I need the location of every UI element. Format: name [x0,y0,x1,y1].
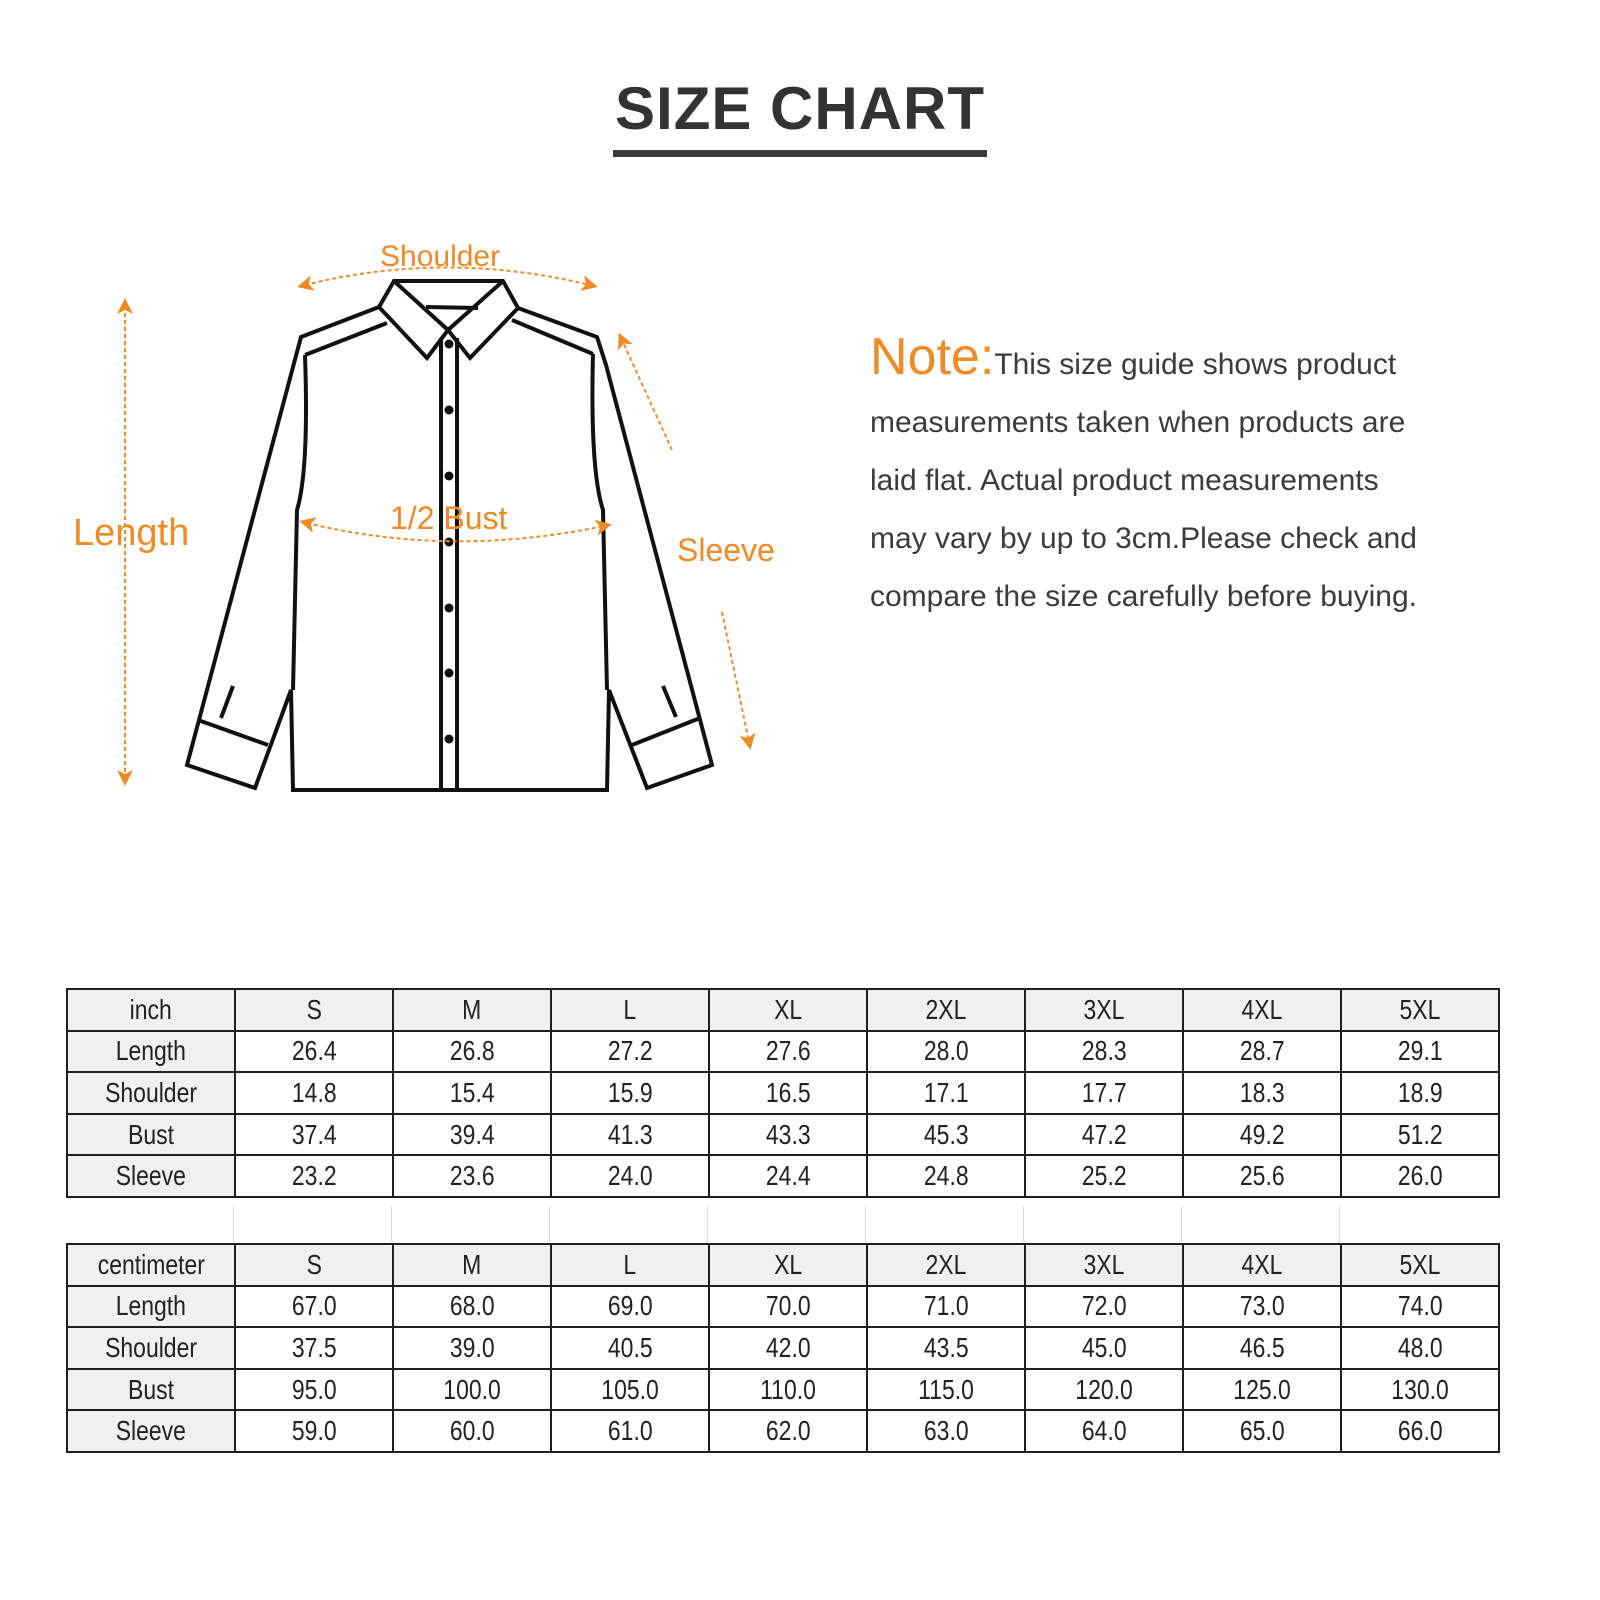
measurement-value-cell-text: 17.7 [1081,1076,1127,1108]
measurement-value-cell-text: 24.0 [607,1160,653,1192]
measurement-value-cell [1341,1072,1499,1114]
measurement-value-cell-text: 130.0 [1391,1373,1449,1405]
measurement-value-cell-text: 65.0 [1239,1415,1285,1447]
measurement-value-cell [867,1072,1025,1114]
measurement-value-cell [235,1286,393,1328]
shoulder-label: Shoulder [380,240,501,273]
measurement-value-cell [393,1327,551,1369]
measurement-value-cell [867,1031,1025,1073]
measurement-label-cell-text: Length [115,1290,187,1322]
measurement-value-cell [235,1155,393,1197]
measurement-value-cell [393,1031,551,1073]
measurement-value-cell [867,1286,1025,1328]
measurement-value-cell-text: 71.0 [923,1290,969,1322]
measurement-value-cell-text: 63.0 [923,1415,969,1447]
measurement-value-cell-text: 41.3 [607,1118,653,1150]
size-table-cm-body [67,1244,1499,1452]
measurement-value-cell [867,1155,1025,1197]
measurement-value-cell-text: 40.5 [607,1331,653,1363]
measurement-value-cell-text: 59.0 [291,1415,337,1447]
measurement-value-cell [1341,1369,1499,1411]
size-header-cell-text: 5XL [1399,993,1441,1025]
measurement-label-cell [67,1286,235,1328]
measurement-value-cell-text: 15.9 [607,1076,653,1108]
measurement-value-cell [235,1410,393,1452]
measurement-label-cell-text: Length [115,1035,187,1067]
measurement-value-cell [1183,1031,1341,1073]
measurement-label-cell [67,1155,235,1197]
size-header-cell-text: 2XL [925,1248,967,1280]
measurement-value-cell-text: 28.7 [1239,1035,1285,1067]
measurement-value-cell [235,1114,393,1156]
measurement-value-cell [551,1410,709,1452]
measurement-value-cell [1183,1410,1341,1452]
measurement-value-cell [1341,1286,1499,1328]
measurement-value-cell [1025,1410,1183,1452]
measurement-value-cell-text: 61.0 [607,1415,653,1447]
measurement-value-cell-text: 105.0 [601,1373,659,1405]
table-row [67,1327,1499,1369]
measurement-value-cell [551,1327,709,1369]
measurement-value-cell [235,1072,393,1114]
measurement-value-cell-text: 110.0 [760,1373,816,1405]
measurement-value-cell-text: 70.0 [765,1290,811,1322]
size-header-cell [1025,1244,1183,1286]
measurement-label-cell-text: Bust [128,1118,174,1150]
measurement-label-cell-text: Sleeve [115,1415,187,1447]
size-header-cell [867,989,1025,1031]
measurement-value-cell-text: 64.0 [1081,1415,1127,1447]
measurement-value-cell [551,1072,709,1114]
measurement-value-cell-text: 23.2 [291,1160,337,1192]
unit-header-cell-text: inch [129,993,173,1025]
measurement-value-cell-text: 67.0 [291,1290,337,1322]
measurement-value-cell-text: 73.0 [1239,1290,1285,1322]
note-text-1: This size guide shows product [994,348,1397,381]
measurement-value-cell-text: 25.6 [1239,1160,1285,1192]
measurement-value-cell [1183,1286,1341,1328]
bust-label: 1/2 Bust [390,500,508,536]
size-header-cell-text: L [623,1248,637,1280]
measurement-value-cell [1341,1410,1499,1452]
measurement-value-cell [235,1327,393,1369]
table-row [67,1410,1499,1452]
measurement-value-cell-text: 28.3 [1081,1035,1127,1067]
measurement-label-cell-text: Bust [128,1373,174,1405]
measurement-value-cell [709,1114,867,1156]
measurement-label-cell [67,1327,235,1369]
measurement-value-cell [551,1369,709,1411]
size-header-cell-text: S [306,993,322,1025]
measurement-value-cell [1025,1072,1183,1114]
measurement-value-cell-text: 45.0 [1081,1331,1127,1363]
size-header-cell [1183,989,1341,1031]
measurement-value-cell-text: 46.5 [1239,1331,1285,1363]
size-header-cell [551,989,709,1031]
measurement-value-cell-text: 24.4 [765,1160,811,1192]
note-block [870,328,1570,626]
shirt-diagram [0,0,820,840]
measurement-value-cell [1341,1031,1499,1073]
table-header-row [67,1244,1499,1286]
measurement-label-cell [67,1410,235,1452]
measurement-value-cell-text: 68.0 [449,1290,495,1322]
size-header-cell-text: 3XL [1083,993,1125,1025]
measurement-value-cell-text: 23.6 [449,1160,495,1192]
measurement-value-cell-text: 115.0 [918,1373,974,1405]
measurement-value-cell-text: 29.1 [1397,1035,1443,1067]
note-line-2: measurements taken when products are [870,406,1406,439]
size-header-cell-text: M [462,1248,482,1280]
measurement-label-cell-text: Sleeve [115,1160,187,1192]
measurement-label-cell [67,1072,235,1114]
size-header-cell [393,989,551,1031]
measurement-value-cell-text: 16.5 [765,1076,811,1108]
size-table-inch [66,988,1500,1198]
size-header-cell [551,1244,709,1286]
measurement-value-cell-text: 66.0 [1397,1415,1443,1447]
measurement-value-cell [867,1327,1025,1369]
unit-header-cell-text: centimeter [97,1248,205,1280]
shirt-illustration-icon [0,0,820,840]
measurement-value-cell [1025,1155,1183,1197]
table-header-row [67,989,1499,1031]
measurement-value-cell [235,1031,393,1073]
size-header-cell [709,1244,867,1286]
measurement-value-cell [709,1327,867,1369]
measurement-value-cell-text: 15.4 [449,1076,495,1108]
table-row [67,1031,1499,1073]
measurement-value-cell [551,1031,709,1073]
measurement-value-cell-text: 14.8 [291,1076,337,1108]
table-row [67,1072,1499,1114]
measurement-value-cell-text: 48.0 [1397,1331,1443,1363]
sleeve-label: Sleeve [677,532,775,568]
measurement-value-cell [1183,1155,1341,1197]
measurement-value-cell [393,1369,551,1411]
size-header-cell [1341,989,1499,1031]
measurement-value-cell [393,1072,551,1114]
measurement-value-cell-text: 45.3 [923,1118,969,1150]
size-table-cm [66,1243,1500,1453]
measurement-value-cell [1183,1369,1341,1411]
table-row [67,1114,1499,1156]
measurement-value-cell-text: 26.4 [291,1035,337,1067]
measurement-value-cell [393,1155,551,1197]
measurement-value-cell [709,1410,867,1452]
measurement-value-cell-text: 74.0 [1397,1290,1443,1322]
measurement-label-cell [67,1031,235,1073]
measurement-value-cell-text: 42.0 [765,1331,811,1363]
measurement-value-cell [709,1155,867,1197]
measurement-value-cell-text: 27.6 [765,1035,811,1067]
size-header-cell [1183,1244,1341,1286]
size-header-cell-text: XL [773,993,803,1025]
measurement-value-cell [1183,1327,1341,1369]
size-header-cell [235,1244,393,1286]
size-header-cell-text: 4XL [1241,993,1283,1025]
note-line-5: compare the size carefully before buying. [870,580,1417,613]
measurement-value-cell-text: 26.8 [449,1035,495,1067]
size-header-cell-text: XL [773,1248,803,1280]
size-header-cell [393,1244,551,1286]
measurement-value-cell [1341,1327,1499,1369]
measurement-value-cell-text: 69.0 [607,1290,653,1322]
measurement-value-cell-text: 37.4 [291,1118,337,1150]
measurement-value-cell-text: 43.3 [765,1118,811,1150]
measurement-value-cell [393,1410,551,1452]
size-header-cell [709,989,867,1031]
measurement-value-cell-text: 18.9 [1397,1076,1443,1108]
size-header-cell-text: 2XL [925,993,967,1025]
measurement-value-cell-text: 95.0 [291,1373,337,1405]
measurement-value-cell [551,1114,709,1156]
unit-header-cell [67,1244,235,1286]
measurement-value-cell [1183,1114,1341,1156]
size-header-cell-text: 3XL [1083,1248,1125,1280]
measurement-value-cell [1341,1155,1499,1197]
measurement-label-cell-text: Shoulder [105,1331,197,1363]
size-header-cell-text: L [623,993,637,1025]
measurement-value-cell-text: 125.0 [1233,1373,1291,1405]
measurement-value-cell-text: 62.0 [765,1415,811,1447]
size-header-cell [235,989,393,1031]
measurement-value-cell-text: 39.0 [449,1331,495,1363]
measurement-value-cell [235,1369,393,1411]
size-header-cell [867,1244,1025,1286]
measurement-value-cell [867,1369,1025,1411]
measurement-value-cell [393,1286,551,1328]
measurement-value-cell [709,1031,867,1073]
measurement-value-cell-text: 100.0 [443,1373,501,1405]
size-header-cell-text: M [462,993,482,1025]
measurement-label-cell [67,1369,235,1411]
measurement-value-cell [1341,1114,1499,1156]
measurement-value-cell-text: 120.0 [1075,1373,1133,1405]
measurement-value-cell [551,1155,709,1197]
measurement-value-cell [1183,1072,1341,1114]
measurement-value-cell-text: 51.2 [1397,1118,1443,1150]
measurement-value-cell [709,1286,867,1328]
note-label: Note: [870,328,995,386]
unit-header-cell [67,989,235,1031]
measurement-value-cell-text: 26.0 [1397,1160,1443,1192]
measurement-label-cell [67,1114,235,1156]
note-line-1 [870,328,1570,394]
measurement-value-cell [867,1410,1025,1452]
measurement-value-cell-text: 27.2 [607,1035,653,1067]
measurement-value-cell-text: 18.3 [1239,1076,1285,1108]
measurement-value-cell-text: 25.2 [1081,1160,1127,1192]
measurement-value-cell-text: 60.0 [449,1415,495,1447]
length-label: Length [73,512,190,554]
measurement-value-cell-text: 47.2 [1081,1118,1127,1150]
measurement-value-cell-text: 72.0 [1081,1290,1127,1322]
measurement-value-cell [867,1114,1025,1156]
measurement-value-cell-text: 28.0 [923,1035,969,1067]
size-header-cell [1025,989,1183,1031]
measurement-value-cell-text: 24.8 [923,1160,969,1192]
measurement-value-cell [709,1369,867,1411]
measurement-value-cell-text: 17.1 [923,1076,969,1108]
measurement-value-cell-text: 49.2 [1239,1118,1285,1150]
measurement-value-cell [1025,1369,1183,1411]
size-header-cell-text: 4XL [1241,1248,1283,1280]
table-row [67,1286,1499,1328]
measurement-value-cell [393,1114,551,1156]
table-separator-row [66,1206,1498,1242]
measurement-label-cell-text: Shoulder [105,1076,197,1108]
measurement-value-cell [1025,1327,1183,1369]
note-line-3: laid flat. Actual product measurements [870,464,1379,497]
measurement-value-cell-text: 37.5 [291,1331,337,1363]
measurement-value-cell [1025,1286,1183,1328]
size-header-cell [1341,1244,1499,1286]
measurement-value-cell [1025,1114,1183,1156]
page-title: SIZE CHART [613,74,987,157]
measurement-value-cell-text: 39.4 [449,1118,495,1150]
measurement-value-cell [1025,1031,1183,1073]
measurement-value-cell [709,1072,867,1114]
note-line-4: may vary by up to 3cm.Please check and [870,522,1417,555]
size-header-cell-text: S [306,1248,322,1280]
size-header-cell-text: 5XL [1399,1248,1441,1280]
table-row [67,1155,1499,1197]
table-row [67,1369,1499,1411]
size-table-inch-body [67,989,1499,1197]
measurement-value-cell-text: 43.5 [923,1331,969,1363]
measurement-value-cell [551,1286,709,1328]
